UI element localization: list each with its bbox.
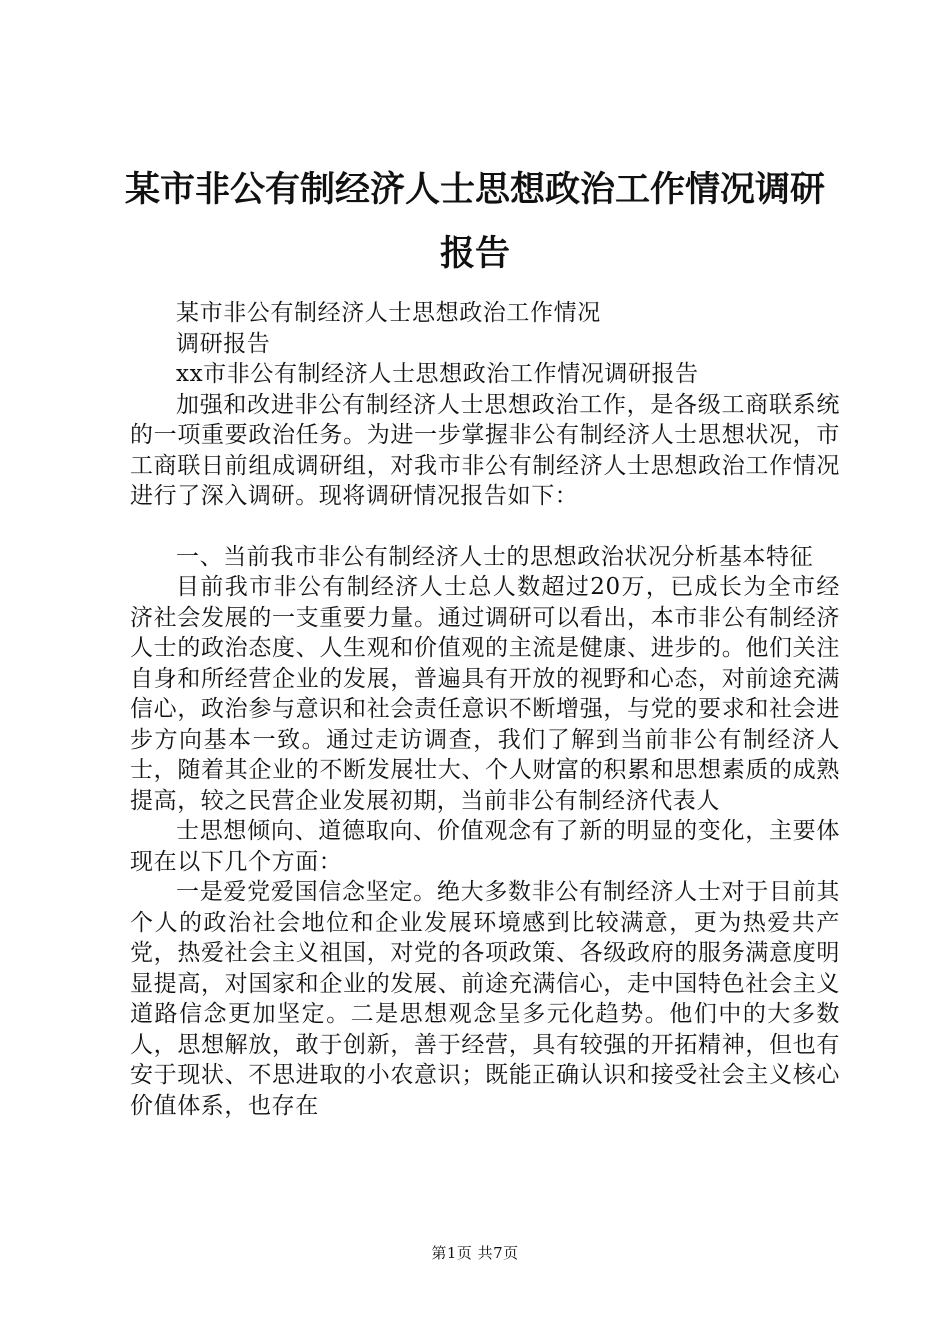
paragraph: 调研报告	[176, 330, 271, 357]
paragraph: xx市非公有制经济人士思想政治工作情况调研报告	[176, 361, 699, 387]
page-number: 第1页 共7页	[431, 1244, 519, 1262]
paragraph: 一是爱党爱国信念坚定。绝大多数非公有制经济人士对于目前其个人的政治社会地位和企业发展环境感到比较满意，更为热爱共产党，热爱社会主义祖国，对党的各项政策、各级政府的服务满意度明显提高，对国家和企业的发展、前途充满信心，走中国特色社会主义道路信念更加坚定。二是思想观念呈多元化趋势。他们中的大多数人，思想解放，敢于创新，善于经营，具有较强的开拓精神，但也有安于现状、不思进取的小农意识；既能正确认识和接受社会主义核心价值体系，也存在	[130, 879, 840, 1119]
paragraph: 某市非公有制经济人士思想政治工作情况	[176, 300, 601, 326]
document-body	[130, 298, 840, 1121]
document-title: 某市非公有制经济人士思想政治工作情况调研报告	[124, 170, 825, 274]
paragraph: 士思想倾向、道德取向、价值观念有了新的明显的变化，主要体现在以下几个方面：	[130, 818, 840, 875]
section-heading: 一、当前我市非公有制经济人士的思想政治状况分析基本特征	[176, 543, 814, 570]
paragraph: 加强和改进非公有制经济人士思想政治工作，是各级工商联系统的一项重要政治任务。为进一步掌握非公有制经济人士思想状况，市工商联日前组成调研组，对我市非公有制经济人士思想政治工作情况进行了深入调研。现将调研情况报告如下：	[130, 391, 840, 509]
paragraph: 目前我市非公有制经济人士总人数超过20万，已成长为全市经济社会发展的一支重要力量。通过调研可以看出，本市非公有制经济人士的政治态度、人生观和价值观的主流是健康、进步的。他们关注自身和所经营企业的发展，普遍具有开放的视野和心态，对前途充满信心，政治参与意识和社会责任意识不断增强，与党的要求和社会进步方向基本一致。通过走访调查，我们了解到当前非公有制经济人士，随着其企业的不断发展壮大、个人财富的积累和思想素质的成熟提高，较之民营企业发展初期，当前非公有制经济代表人	[130, 574, 840, 814]
